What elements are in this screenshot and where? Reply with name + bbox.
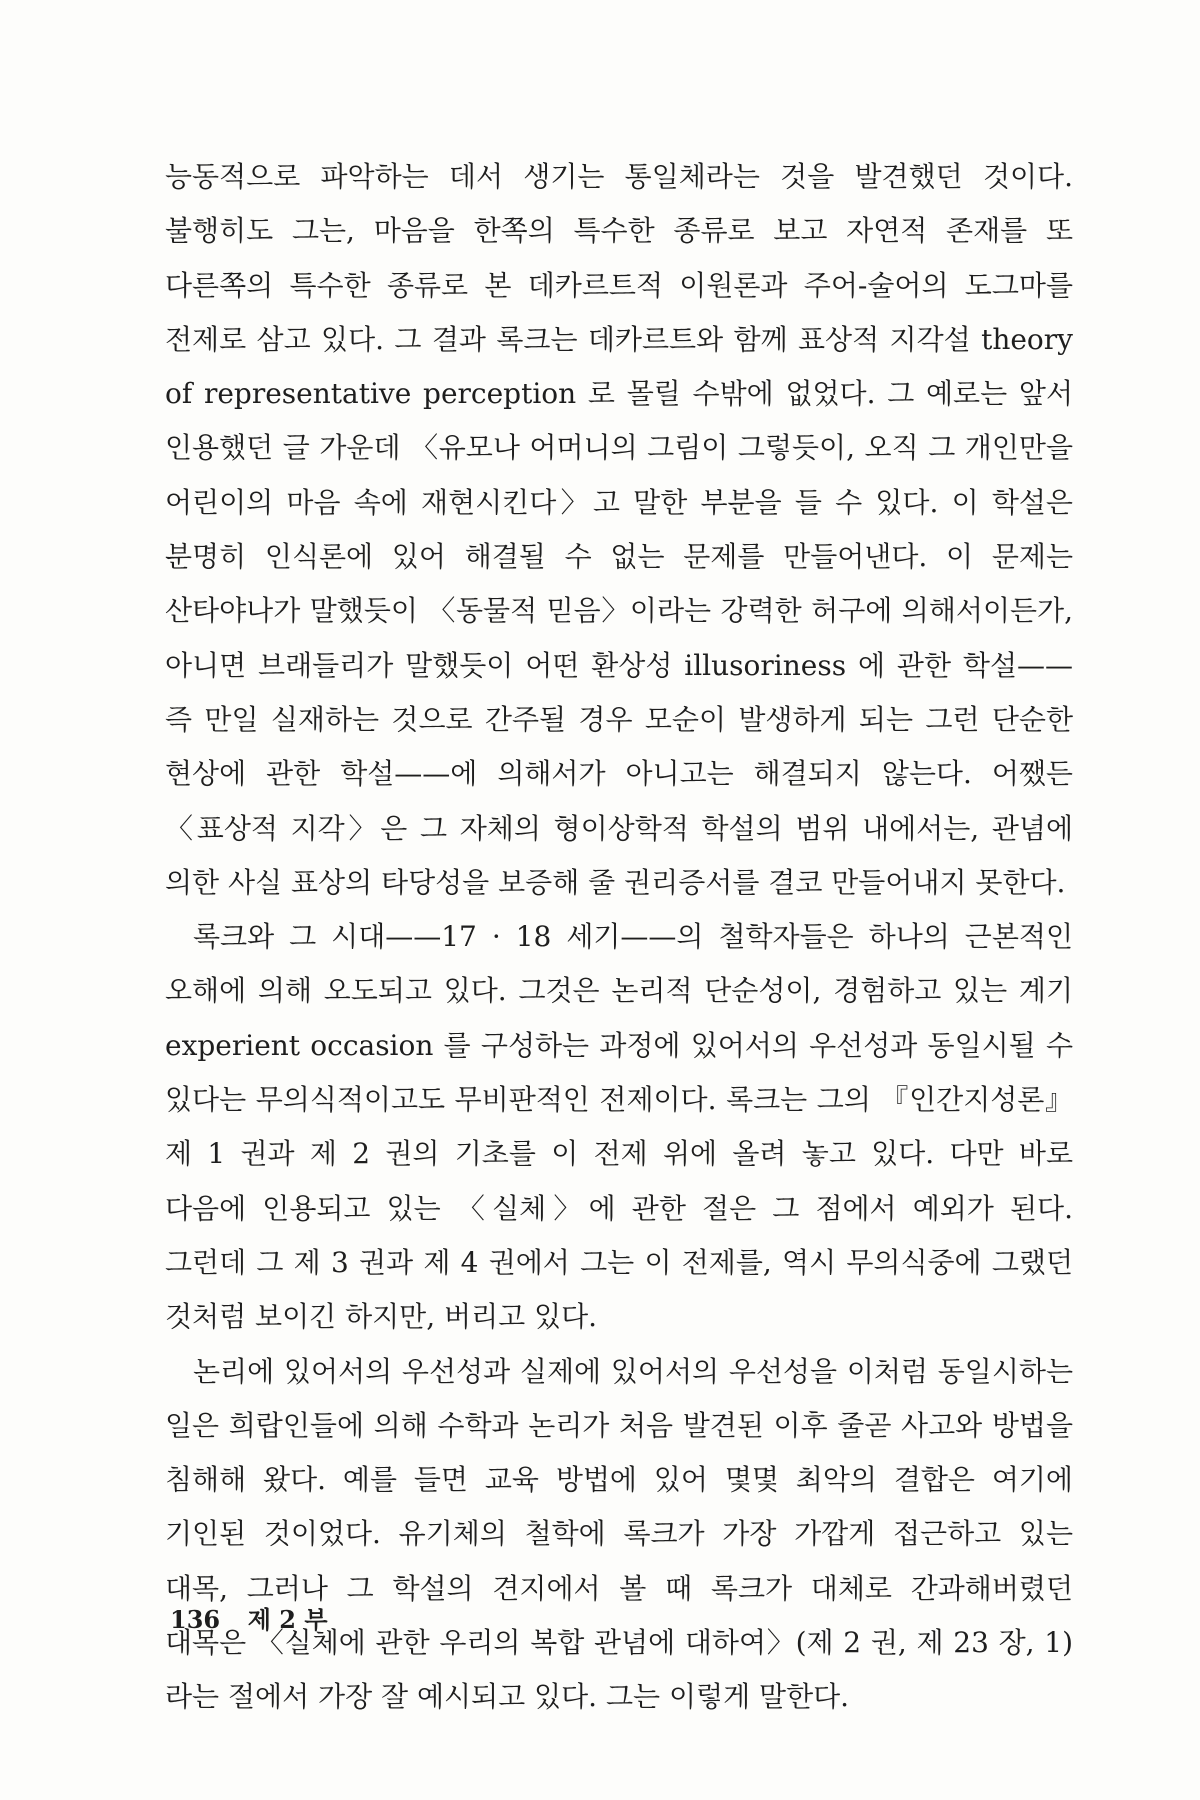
page-number: 136 (170, 1605, 221, 1634)
paragraph-3: 논리에 있어서의 우선성과 실제에 있어서의 우선성을 이처럼 동일시하는 일은 희랍인들에 의해 수학과 논리가 처음 발견된 이후 줄곧 사고와 방법을 침해해 왔다. 예를 들면 교육 방법에 있어 몇몇 최악의 결합은 여기에 기인된 것이었다. 유기체의 철학에 록크가 가장 가깝게 접근하고 있는 대목, 그러나 그 학설의 견지에서 볼 때 록크가 대체로 간과해버렸던 대목은 〈실체에 관한 우리의 복합 관념에 대하여〉(제 2 권, 제 23 장, 1)라는 절에서 가장 잘 예시되고 있다. 그는 이렇게 말한다. (165, 1354, 1073, 1714)
body-text (165, 150, 1073, 1725)
page-footer (170, 1600, 328, 1635)
part-label: 제 2 부 (247, 1605, 328, 1634)
paragraph-1: 능동적으로 파악하는 데서 생기는 통일체라는 것을 발견했던 것이다. 불행히도 그는, 마음을 한쪽의 특수한 종류로 보고 자연적 존재를 또 다른쪽의 특수한 종류로 본 데카르트적 이원론과 주어-술어의 도그마를 전제로 삼고 있다. 그 결과 록크는 데카르트와 함께 표상적 지각설 theory of representative perception 로 몰릴 수밖에 없었다. 그 예로는 앞서 인용했던 글 가운데 〈유모나 어머니의 그림이 그렇듯이, 오직 그 개인만을 어린이의 마음 속에 재현시킨다〉고 말한 부분을 들 수 있다. 이 학설은 분명히 인식론에 있어 해결될 수 없는 문제를 만들어낸다. 이 문제는 산타야나가 말했듯이 〈동물적 믿음〉이라는 강력한 허구에 의해서이든가, 아니면 브래들리가 말했듯이 어떤 환상성 illusoriness 에 관한 학설——즉 만일 실재하는 것으로 간주될 경우 모순이 발생하게 되는 그런 단순한 현상에 관한 학설——에 의해서가 아니고는 해결되지 않는다. 어쨌든 〈표상적 지각〉은 그 자체의 형이상학적 학설의 범위 내에서는, 관념에 의한 사실 표상의 타당성을 보증해 줄 권리증서를 결코 만들어내지 못한다. (165, 160, 1073, 899)
paragraph-2: 록크와 그 시대——17 · 18 세기——의 철학자들은 하나의 근본적인 오해에 의해 오도되고 있다. 그것은 논리적 단순성이, 경험하고 있는 계기 experient occasion 를 구성하는 과정에 있어서의 우선성과 동일시될 수 있다는 무의식적이고도 무비판적인 전제이다. 록크는 그의 『인간지성론』 제 1 권과 제 2 권의 기초를 이 전제 위에 올려 놓고 있다. 다만 바로 다음에 인용되고 있는 〈실체〉에 관한 절은 그 점에서 예외가 된다. 그런데 그 제 3 권과 제 4 권에서 그는 이 전제를, 역시 무의식중에 그랬던 것처럼 보이긴 하지만, 버리고 있다. (165, 920, 1073, 1334)
